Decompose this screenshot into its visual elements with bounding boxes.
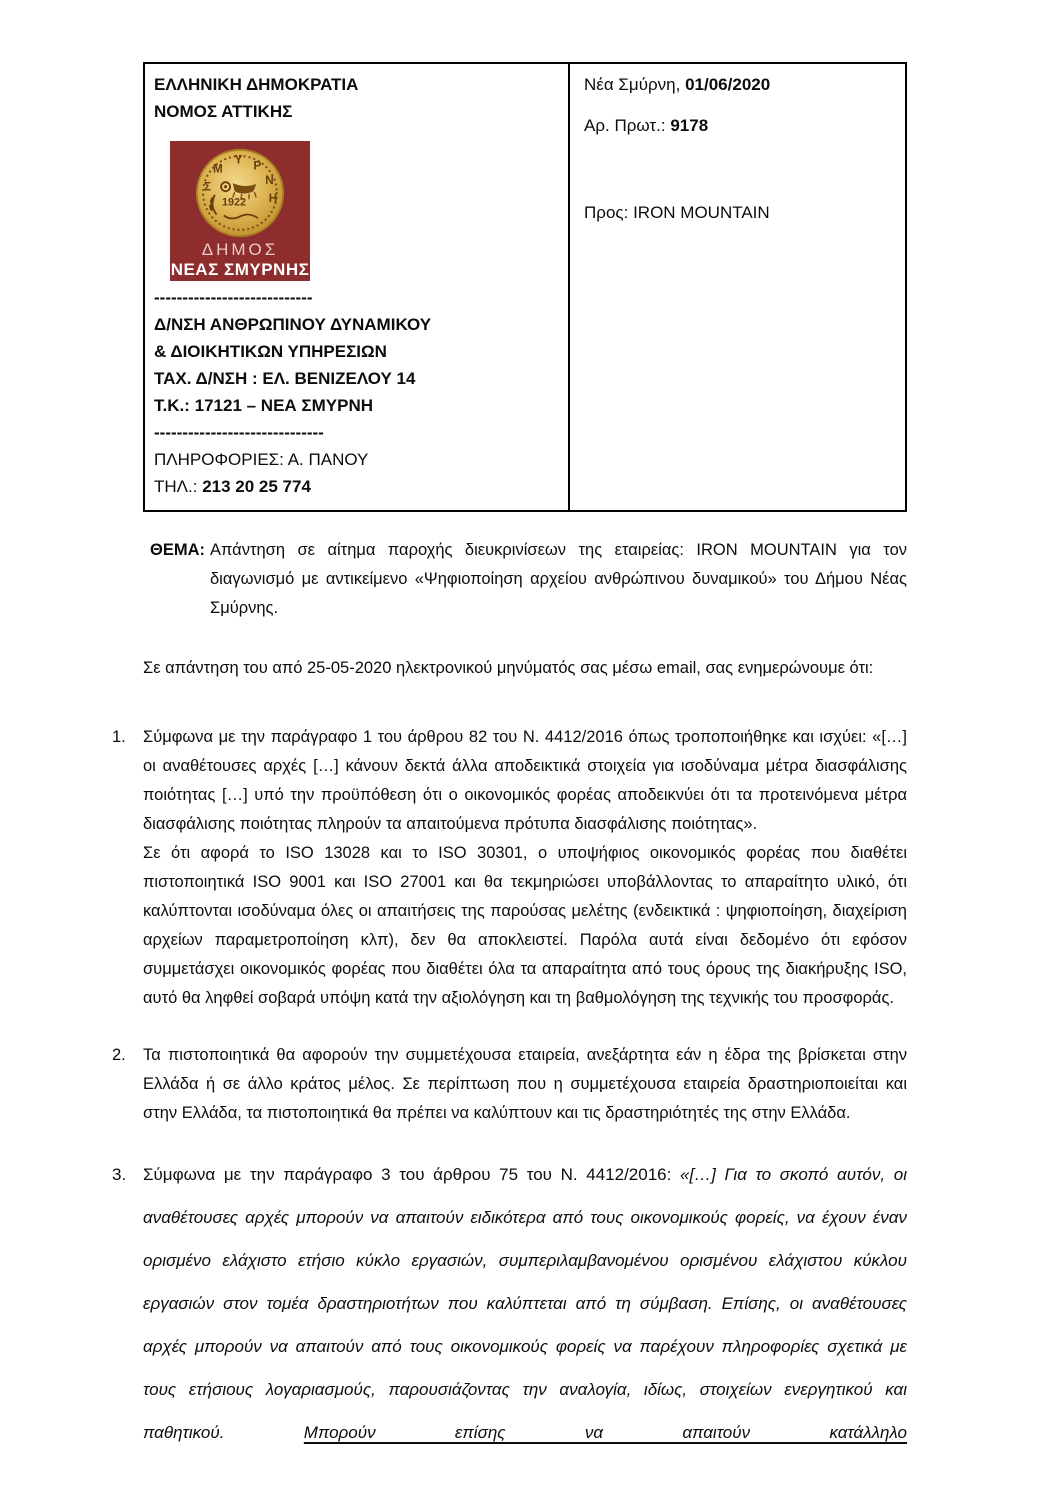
- header-right-cell: [570, 64, 905, 510]
- phone-line: [154, 473, 558, 500]
- department-line-1: Δ/ΝΣΗ ΑΝΘΡΩΠΙΝΟΥ ΔΥΝΑΜΙΚΟΥ: [154, 315, 432, 334]
- divider-dashes: ------------------------------: [154, 423, 324, 442]
- logo-coin-icon: [195, 148, 285, 238]
- intro-paragraph: Σε απάντηση του από 25-05-2020 ηλεκτρονικού μηνύματός σας μέσω email, σας ενημερώνουμε ότι:: [143, 659, 874, 677]
- list-item-body: [143, 1041, 907, 1128]
- postal-line: Τ.Κ.: 17121 – ΝΕΑ ΣΜΥΡΝΗ: [154, 396, 374, 415]
- phone-value: 213 20 25 774: [202, 477, 311, 496]
- list-item-3: [112, 1153, 907, 1454]
- coin-letter: Μ: [213, 162, 223, 176]
- coin-letter: Υ: [234, 153, 243, 167]
- org-name: ΕΛΛΗΝΙΚΗ ΔΗΜΟΚΡΑΤΙΑ: [154, 75, 359, 94]
- list-item-number: 3.: [112, 1165, 127, 1184]
- header-table: [143, 62, 907, 512]
- coin-letter: Σ: [204, 180, 212, 194]
- address-line: ΤΑΧ. Δ/ΝΣΗ : ΕΛ. ΒΕΝΙΖΕΛΟΥ 14: [154, 369, 416, 388]
- prefecture-name: ΝΟΜΟΣ ΑΤΤΙΚΗΣ: [154, 102, 293, 121]
- coin-letter: Η: [268, 192, 278, 205]
- recipient-line: [584, 201, 899, 225]
- list-item-body: [143, 723, 907, 1013]
- item3-underlined-text: Μπορούν επίσης να απαιτούν κατάλληλο: [303, 1423, 907, 1442]
- subject-text: Απάντηση σε αίτημα παροχής διευκρινίσεων της εταιρείας: IRON MOUNTAIN για τον διαγωνισμό με αντικείμενο «Ψηφιοποίηση αρχείου ανθρώπινου δυναμικού» του Δήμου Νέας Σμύρνης.: [210, 541, 907, 617]
- phone-label: ΤΗΛ.:: [154, 477, 198, 496]
- item3-lead: Σύμφωνα με την παράγραφο 3 του άρθρου 75 του Ν. 4412/2016:: [143, 1165, 680, 1184]
- coin-year: 1922: [222, 196, 246, 209]
- info-label: ΠΛΗΡΟΦΟΡΙΕΣ:: [154, 450, 284, 469]
- info-value: Α. ΠΑΝΟΥ: [287, 450, 369, 469]
- header-left-cell: [145, 64, 570, 510]
- logo-caption-dimos: ΔΗΜΟΣ: [201, 240, 279, 259]
- list-item-number: 2.: [112, 1046, 126, 1064]
- list-item-2: [112, 1041, 907, 1128]
- protocol-line: [584, 114, 899, 138]
- item3-quote: «[…] Για το σκοπό αυτόν, οι αναθέτουσες αρχές μπορούν να απαιτούν ειδικότερα από τους οικονομικούς φορείς, να έχουν έναν ορισμένο ελάχιστο ετήσιο κύκλο εργασιών, συμπεριλαμβανομένου ορισμένου ελάχιστου κύκλου εργασιών στον τομέα δραστηριοτήτων που καλύπτεται από τη σύμβαση. Επίσης, οι αναθέτουσες αρχές μπορούν να απαιτούν από τους οικονομικούς φορείς να παρέχουν πληροφορίες σχετικά με τους ετήσιους λογαριασμούς, παρουσιάζοντας την αναλογία, ιδίως, στοιχείων ενεργητικού και παθητικού.: [143, 1165, 907, 1442]
- logo-caption-neas-smyrnis: ΝΕΑΣ ΣΜΥΡΝΗΣ: [170, 260, 310, 279]
- list-item-1: [112, 723, 907, 1013]
- place-label: Νέα Σμύρνη,: [584, 75, 681, 94]
- municipality-logo: [170, 141, 310, 281]
- list-item-number: 1.: [112, 728, 126, 746]
- place-date-line: [584, 73, 899, 97]
- coin-letter: Ρ: [253, 159, 262, 173]
- divider-dashes: ----------------------------: [154, 288, 313, 307]
- protocol-label: Αρ. Πρωτ.:: [584, 116, 666, 135]
- coin-letter: Ν: [265, 174, 274, 187]
- protocol-value: 9178: [670, 116, 709, 135]
- info-line: [154, 446, 558, 473]
- list-item-body: [143, 1153, 907, 1454]
- date-value: 01/06/2020: [685, 75, 771, 94]
- item3-paragraph: [143, 1153, 907, 1454]
- subject-label: ΘΕΜΑ:: [150, 541, 205, 559]
- recipient-label: Προς:: [584, 203, 629, 222]
- recipient-value: IRON MOUNTAIN: [633, 203, 770, 222]
- item1-paragraph-2: Σε ότι αφορά το ISO 13028 και το ISO 30301, ο υποψήφιος οικονομικός φορέας που διαθέτει πιστοποιητικά ISO 9001 και ISO 27001 και θα τεκμηριώσει υποβάλλοντας το απαραίτητο υλικό, ότι καλύπτονται ισοδύναμα όλες οι απαιτήσεις της παρούσας μελέτης (ενδεικτικά : ψηφιοποίηση, διαχείριση αρχείων παραμετροποίηση κλπ), δεν θα αποκλειστεί. Παρόλα αυτά είναι δεδομένο ότι εφόσον συμμετάσχει οικονομικός φορέας που διαθέτει όλα τα απαραίτητα από τους όρους της διακήρυξης ISO, αυτό θα ληφθεί σοβαρά υπόψη κατά την αξιολόγηση και τη βαθμολόγηση της τεχνικής του προσφοράς.: [143, 844, 907, 1007]
- subject-block: [150, 536, 907, 623]
- item2-paragraph: Τα πιστοποιητικά θα αφορούν την συμμετέχουσα εταιρεία, ανεξάρτητα εάν η έδρα της βρίσκεται στην Ελλάδα ή σε άλλο κράτος μέλος. Σε περίπτωση που η συμμετέχουσα εταιρεία δραστηριοποιείται και στην Ελλάδα, τα πιστοποιητικά θα πρέπει να καλύπτουν και τις δραστηριότητές της στην Ελλάδα.: [143, 1046, 907, 1122]
- department-line-2: & ΔΙΟΙΚΗΤΙΚΩΝ ΥΠΗΡΕΣΙΩΝ: [154, 342, 387, 361]
- item1-paragraph-1: Σύμφωνα με την παράγραφο 1 του άρθρου 82 του Ν. 4412/2016 όπως τροποποιήθηκε και ισχύει: «[…] οι αναθέτουσες αρχές […] κάνουν δεκτά άλλα αποδεικτικά στοιχεία για ισοδύναμα μέτρα διασφάλισης ποιότητας […] υπό την προϋπόθεση ότι ο οικονομικός φορέας αποδεικνύει ότι τα προτεινόμενα μέτρα διασφάλισης ποιότητας πληρούν τα απαιτούμενα πρότυπα διασφάλισης ποιότητας».: [143, 728, 907, 833]
